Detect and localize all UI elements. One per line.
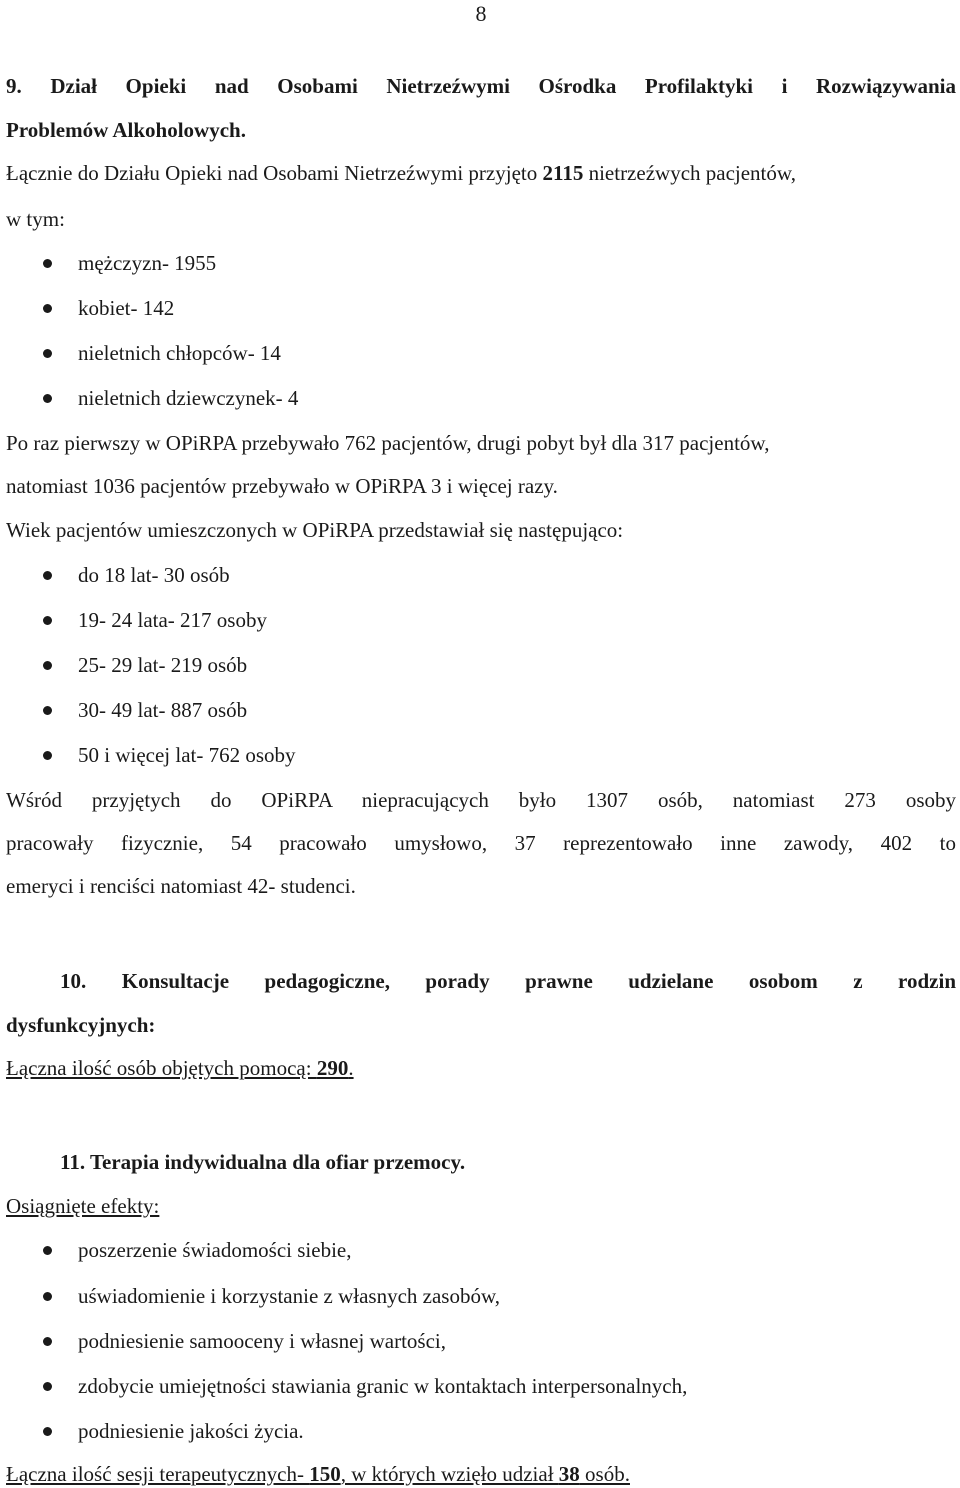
- age-intro: Wiek pacjentów umieszczonych w OPiRPA przedstawiał się następująco:: [6, 518, 624, 542]
- bullet-icon: [43, 1427, 52, 1436]
- section-9-intro: [6, 161, 796, 185]
- bullet-icon: [43, 1382, 52, 1391]
- bullet-icon: [43, 1292, 52, 1301]
- bullet-icon: [43, 616, 52, 625]
- sessions-text-pre: Łączna ilość sesji terapeutycznych-: [6, 1462, 310, 1486]
- bullet-icon: [43, 304, 52, 313]
- intro-total-admitted: 2115: [542, 161, 584, 185]
- bullet-icon: [43, 394, 52, 403]
- bullet-icon: [43, 1246, 52, 1255]
- list-item-text: 25- 29 lat- 219 osób: [78, 653, 248, 677]
- list-item-text: kobiet- 142: [78, 296, 175, 320]
- participants-count: 38: [558, 1462, 580, 1486]
- visits-line-1: Po raz pierwszy w OPiRPA przebywało 762 pacjentów, drugi pobyt był dla 317 pacjentów,: [6, 431, 770, 455]
- list-item-text: poszerzenie świadomości siebie,: [78, 1238, 352, 1262]
- list-item-text: nieletnich dziewczynek- 4: [78, 386, 299, 410]
- sessions-text-mid: , w których wzięło udział: [340, 1462, 559, 1486]
- sessions-summary: [6, 1462, 630, 1486]
- employment-line-1: Wśród przyjętych do OPiRPA niepracujących było 1307 osób, natomiast 273 osoby: [6, 788, 956, 812]
- total-text-post: .: [348, 1056, 354, 1080]
- list-item-text: 30- 49 lat- 887 osób: [78, 698, 248, 722]
- total-text-pre: Łączna ilość osób objętych pomocą:: [6, 1056, 317, 1080]
- effects-label: Osiągnięte efekty:: [6, 1194, 160, 1218]
- section-10-total: [6, 1056, 354, 1080]
- visits-line-2: natomiast 1036 pacjentów przebywało w OPiRPA 3 i więcej razy.: [6, 474, 558, 498]
- section-9-heading-line-2: Problemów Alkoholowych.: [6, 118, 246, 142]
- sessions-text-post: osób.: [579, 1462, 630, 1486]
- employment-line-2: pracowały fizycznie, 54 pracowało umysłowo, 37 reprezentowało inne zawody, 402 to: [6, 831, 956, 855]
- total-count: 290: [316, 1056, 349, 1080]
- list-item-text: 50 i więcej lat- 762 osoby: [78, 743, 296, 767]
- list-item-text: podniesienie jakości życia.: [78, 1419, 304, 1443]
- page-number: 8: [475, 1, 487, 26]
- list-item-text: nieletnich chłopców- 14: [78, 341, 281, 365]
- section-11-heading: 11. Terapia indywidualna dla ofiar przemocy.: [60, 1150, 466, 1174]
- bullet-icon: [43, 661, 52, 670]
- sessions-count: 150: [309, 1462, 341, 1486]
- section-9-intro-line-2: w tym:: [6, 207, 65, 231]
- section-10-heading-line-2: dysfunkcyjnych:: [6, 1013, 156, 1037]
- intro-text-post: nietrzeźwych pacjentów,: [583, 161, 796, 185]
- bullet-icon: [43, 1337, 52, 1346]
- bullet-icon: [43, 259, 52, 268]
- list-item-text: mężczyzn- 1955: [78, 251, 217, 275]
- bullet-icon: [43, 706, 52, 715]
- list-item-text: 19- 24 lata- 217 osoby: [78, 608, 267, 632]
- list-item-text: podniesienie samooceny i własnej wartości,: [78, 1329, 446, 1353]
- list-item-text: zdobycie umiejętności stawiania granic w kontaktach interpersonalnych,: [78, 1374, 688, 1398]
- list-item-text: do 18 lat- 30 osób: [78, 563, 230, 587]
- section-10-heading-line-1: 10. Konsultacje pedagogiczne, porady prawne udzielane osobom z rodzin: [60, 969, 956, 993]
- list-item-text: uświadomienie i korzystanie z własnych zasobów,: [78, 1284, 501, 1308]
- section-9-heading-line-1: 9. Dział Opieki nad Osobami Nietrzeźwymi Ośrodka Profilaktyki i Rozwiązywania: [6, 74, 956, 98]
- bullet-icon: [43, 571, 52, 580]
- intro-text-pre: Łącznie do Działu Opieki nad Osobami Nietrzeźwymi przyjęto: [6, 161, 543, 185]
- bullet-icon: [43, 349, 52, 358]
- employment-line-3: emeryci i renciści natomiast 42- studenci.: [6, 874, 356, 898]
- bullet-icon: [43, 751, 52, 760]
